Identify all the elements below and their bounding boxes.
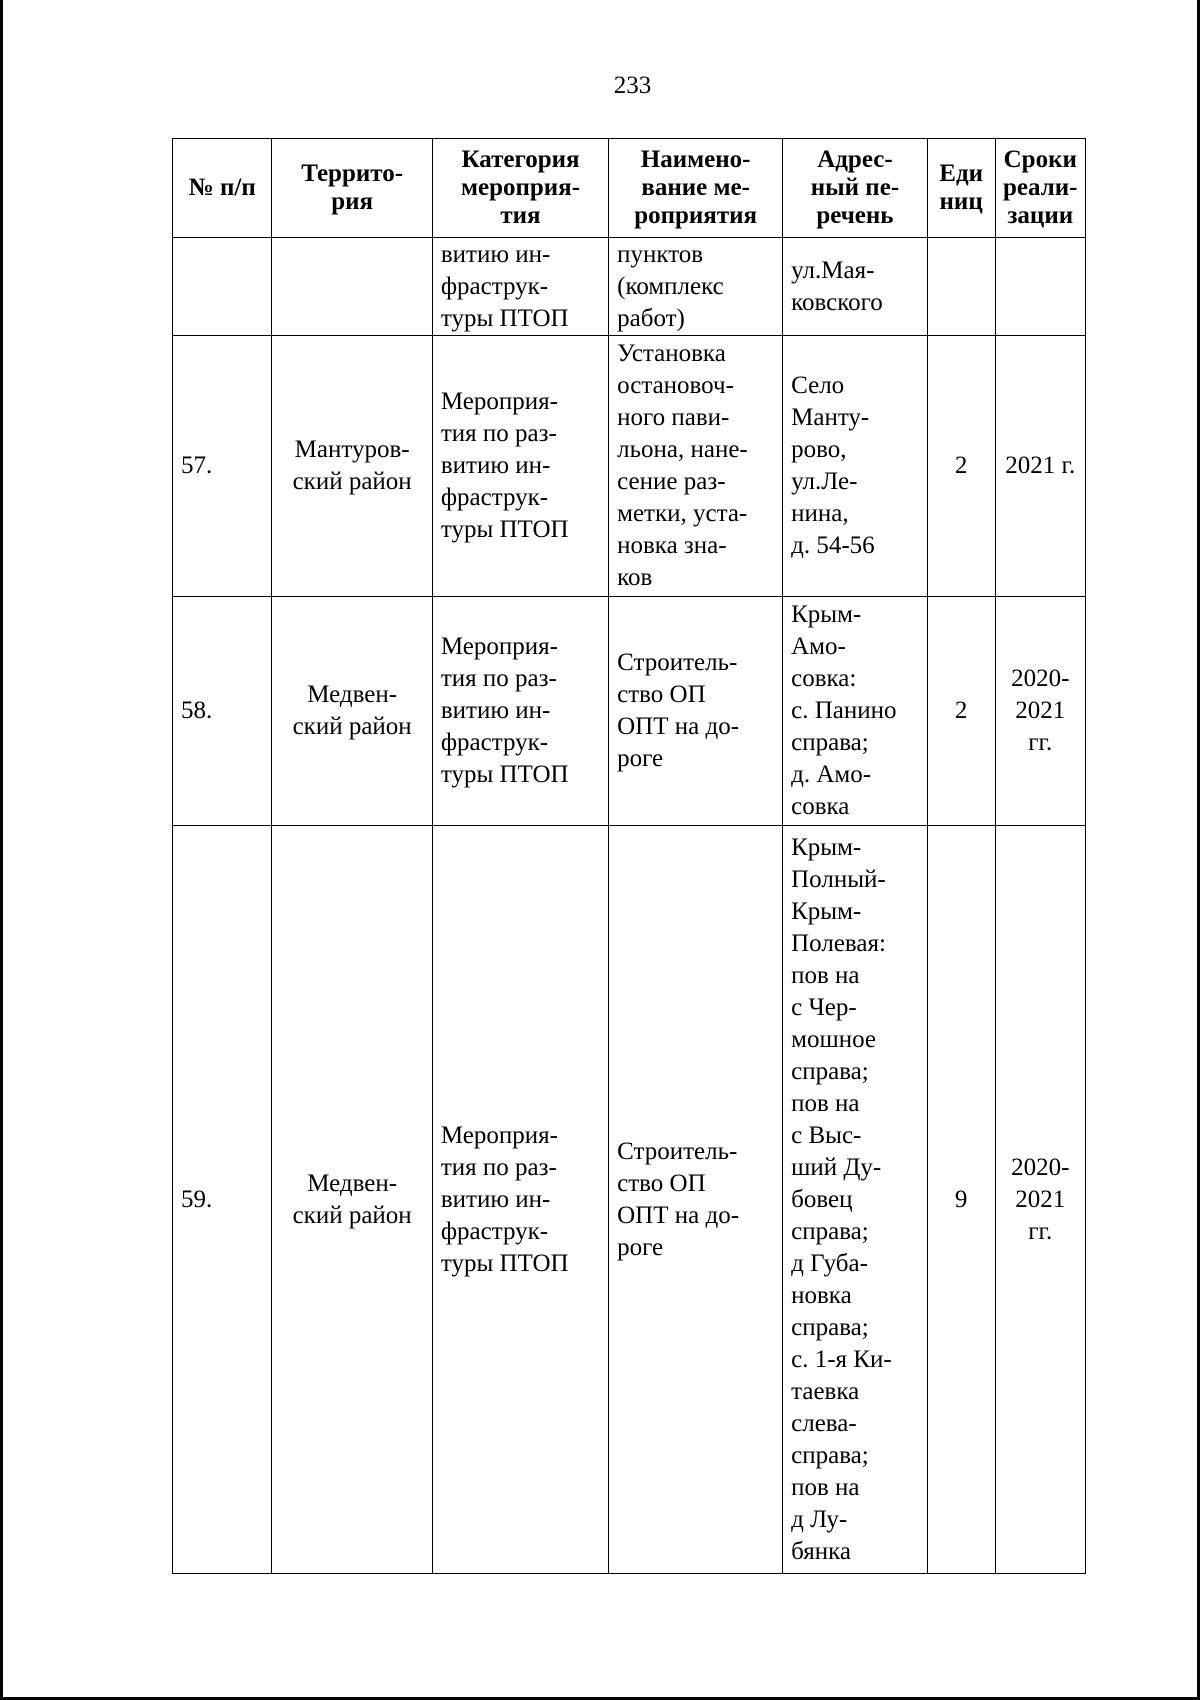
row-num: 57.: [173, 336, 272, 597]
row-category: Мероприя- тия по раз- витию ин- фраструк- туры ПТОП: [432, 597, 608, 826]
page-frame-left: [0, 0, 3, 1700]
header-name: Наимено- вание ме- роприятия: [609, 139, 783, 238]
header-category: Категория мероприя- тия: [432, 139, 608, 238]
page-number: 233: [613, 72, 652, 99]
row-address: Село Манту- рово, ул.Ле- нина, д. 54-56: [783, 336, 928, 597]
row-name: Установка остановоч- ного пави- льона, нане- сение раз- метки, уста- новка зна- ков: [609, 336, 783, 597]
header-units: Еди ниц: [927, 139, 995, 238]
row-units: 2: [927, 336, 995, 597]
row-term: [995, 238, 1085, 336]
row-units: [927, 238, 995, 336]
row-category: Мероприя- тия по раз- витию ин- фраструк- туры ПТОП: [432, 826, 608, 1574]
header-address: Адрес- ный пе- речень: [783, 139, 928, 238]
table-header-row: [173, 139, 1086, 238]
row-units: 2: [927, 597, 995, 826]
row-address: Крым- Амо- совка: с. Панино справа; д. Амо- совка: [783, 597, 928, 826]
row-num: [173, 238, 272, 336]
row-term: 2021 г.: [995, 336, 1085, 597]
row-territory: Медвен- ский район: [272, 597, 432, 826]
row-name: пунктов (комплекс работ): [609, 238, 783, 336]
measures-table: [172, 138, 1086, 1574]
header-territory: Террито- рия: [272, 139, 432, 238]
header-term: Сроки реали- зации: [995, 139, 1085, 238]
table-row: [173, 336, 1086, 597]
row-category: витию ин- фраструк- туры ПТОП: [432, 238, 608, 336]
header-num: № п/п: [173, 139, 272, 238]
row-name: Строитель- ство ОП ОПТ на до- роге: [609, 597, 783, 826]
row-num: 58.: [173, 597, 272, 826]
table-row: [173, 597, 1086, 826]
table-row: [173, 238, 1086, 336]
row-num: 59.: [173, 826, 272, 1574]
row-category: Мероприя- тия по раз- витию ин- фраструк- туры ПТОП: [432, 336, 608, 597]
row-name: Строитель- ство ОП ОПТ на до- роге: [609, 826, 783, 1574]
row-territory: Медвен- ский район: [272, 826, 432, 1574]
row-term: 2020- 2021 гг.: [995, 597, 1085, 826]
row-address: ул.Мая- ковского: [783, 238, 928, 336]
row-units: 9: [927, 826, 995, 1574]
row-territory: Мантуров- ский район: [272, 336, 432, 597]
row-term: 2020- 2021 гг.: [995, 826, 1085, 1574]
table-row: [173, 826, 1086, 1574]
row-address: Крым- Полный- Крым- Полевая: пов на с Чер- мошное справа; пов на с Выс- ший Ду- бовец справа; д Губа- новка справа; с. 1-я Ки- таевка слева- справа; пов на д Лу- бянка: [783, 826, 928, 1574]
row-territory: [272, 238, 432, 336]
